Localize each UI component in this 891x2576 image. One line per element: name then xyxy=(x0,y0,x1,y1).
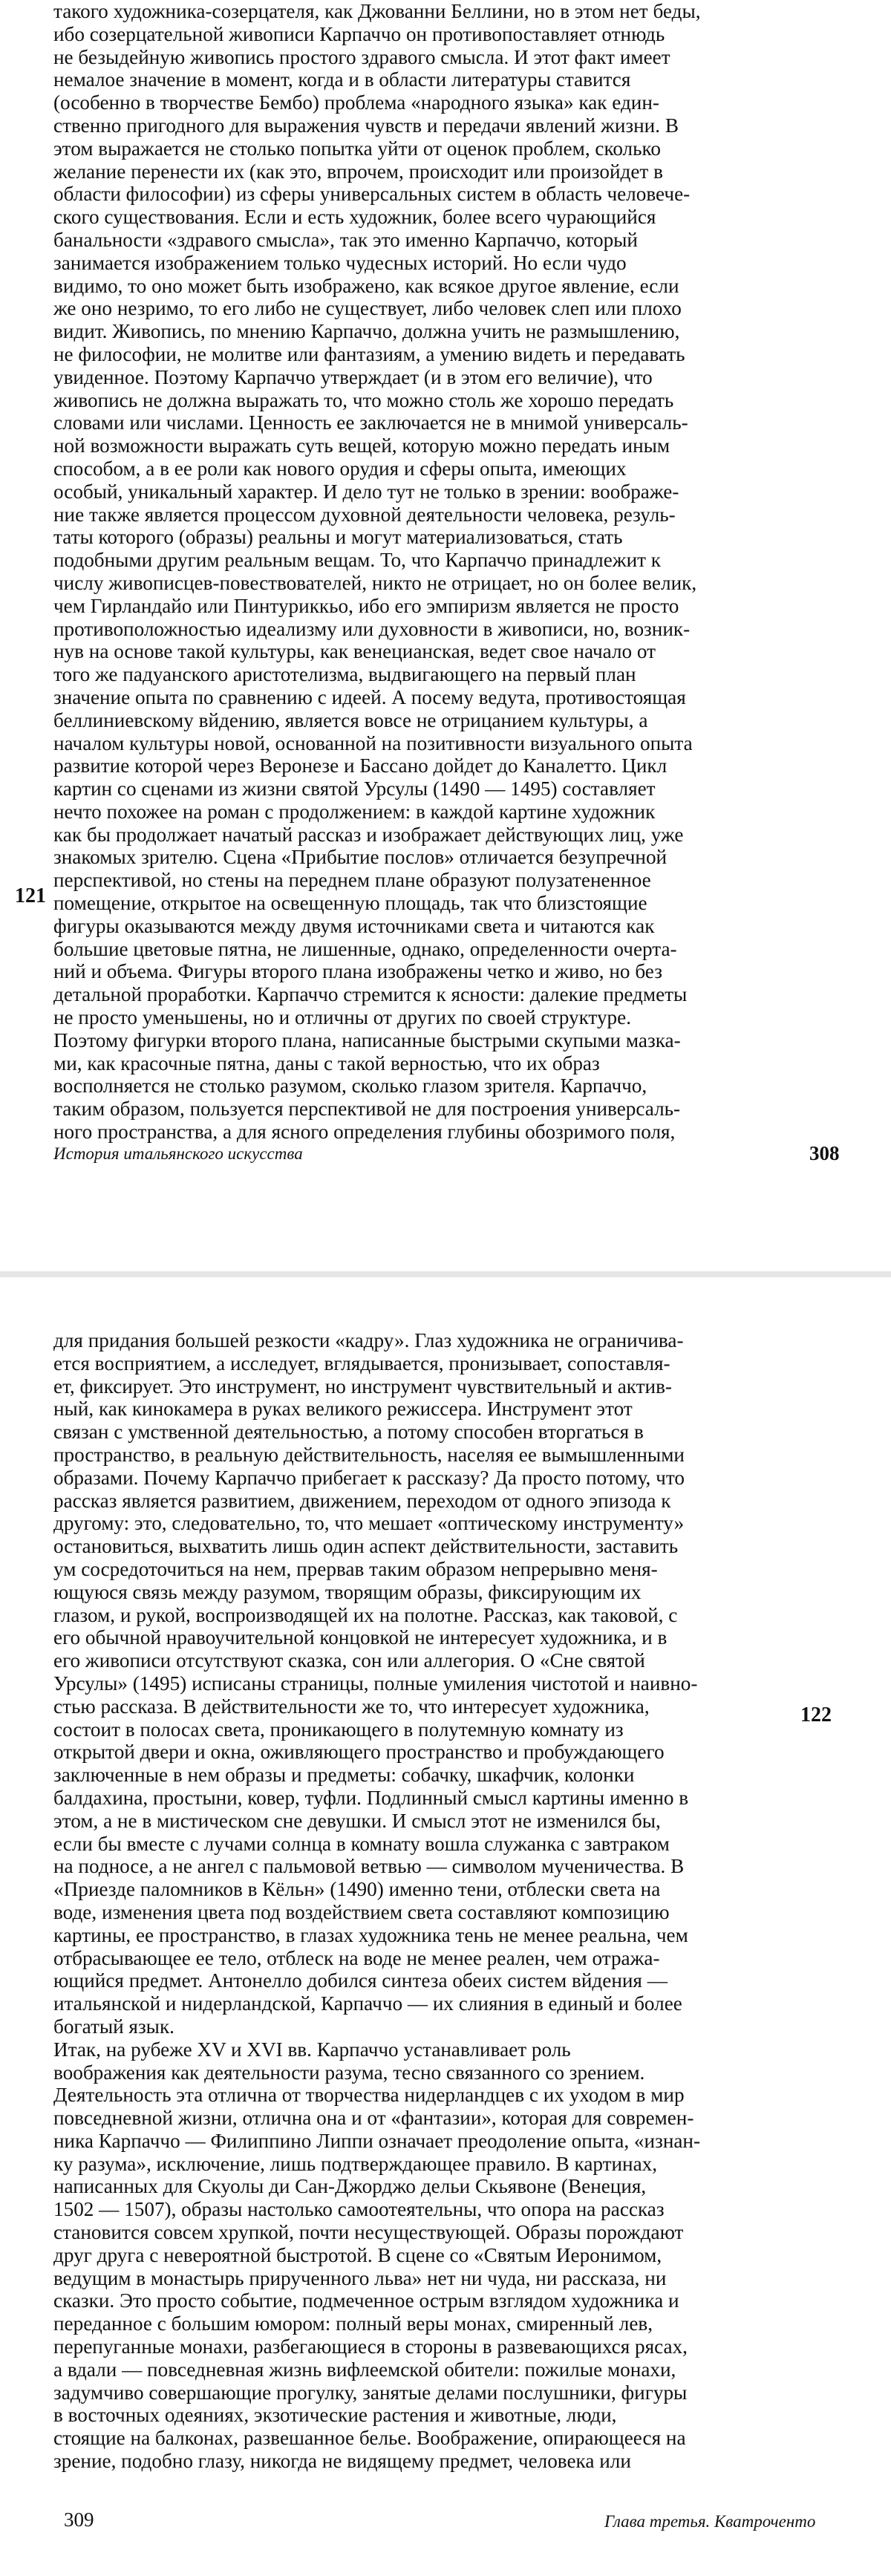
book-page-309 xyxy=(0,1277,891,2576)
page-number: 308 xyxy=(809,1142,840,1164)
running-head: История итальянского искусства xyxy=(53,1144,303,1163)
page-body-text: для придания большей резкости «кадру». Глаз художника не ограничива- ется восприятием, а исследует, вглядывается, пронизывает, сопоставля- ет, фиксирует. Это инструмент, но инструмент чувствительный и актив- ный, как кинокамера в руках великого режиссера. Инструмент этот связан с умственной деятельностью, а потому способен вторгаться в пространство, в реальную действительность, населяя ее вымышленными образами. Почему Карпаччо прибегает к рассказу? Да просто потому, что рассказ является развитием, движением, переходом от одного эпизода к другому: это, следовательно, то, что мешает «оптическому инструменту» остановиться, выхватить лишь один аспект действительности, заставить ум сосредоточиться на нем, прервав таким образом непрерывно меня- ющуюся связь между разумом, творящим образы, фиксирующим их глазом, и рукой, воспроизводящей их на полотне. Рассказ, как таковой, с его обычной нравоучительной концовкой не интересует художника, и в его живописи отсутствуют сказка, сон или аллегория. О «Сне святой Урсулы» (1495) исписаны страницы, полные умиления чистотой и наивно- стью рассказа. В действительности же то, что интересует художника, состоит в полосах света, проникающего в полутемную комнату из открытой двери и окна, оживляющего пространство и пробуждающего заключенные в нем образы и предметы: собачку, шкафчик, колонки балдахина, простыни, ковер, туфли. Подлинный смысл картины именно в этом, а не в мистическом сне девушки. И смысл этот не изменился бы, если бы вместе с лучами солнца в комнату вошла служанка с завтраком на подносе, а не ангел с пальмовой ветвью — символом мученичества. В «Приезде паломников в Кёльн» (1490) именно тени, отблески света на воде, изменения цвета под воздействием света составляют композицию картины, ее пространство, в глазах художника тень не менее реальна, чем отбрасывающее ее тело, отблеск на воде не менее реален, чем отража- ющийся предмет. Антонелло добился синтеза обеих систем вйдения — итальянской и нидерландской, Карпаччо — их слияния в единый и более богатый язык. Итак, на рубеже XV и XVI вв. Карпаччо устанавливает роль воображения как деятельности разума, тесно связанного со зрением. Деятельность эта отлична от творчества нидерландцев с их уходом в мир повседневной жизни, отлична она и от «фантазии», которая для современ- ника Карпаччо — Филиппино Липпи означает преодоление опыта, «изнан- ку разума», исключение, лишь подтверждающее правило. В картинах, написанных для Скуолы ди Сан-Джорджо дельи Скьявоне (Венеция, 1502 — 1507), образы настолько самоотеятельны, что опора на рассказ становится совсем хрупкой, почти несуществующей. Образы порождают друг друга с невероятной быстротой. В сцене со «Святым Иеронимом, ведущим в монастырь прирученного льва» нет ни чуда, ни рассказа, ни сказки. Это просто событие, подмеченное острым взглядом художника и переданное с большим юмором: полный веры монах, смиренный лев, перепуганные монахи, разбегающиеся в стороны в развевающихся рясах, а вдали — повседневная жизнь вифлеемской обители: пожилые монахи, задумчиво совершающие прогулку, занятые делами послушники, фигуры в восточных одеяниях, экзотические растения и животные, люди, стоящие на балконах, развешанное белье. Воображение, опирающееся на зрение, подобно глазу, никогда не видящему предмет, человека или xyxy=(53,1329,701,2473)
page-number: 309 xyxy=(64,2508,94,2531)
margin-note-number: 122 xyxy=(800,1703,832,1726)
margin-note-number: 121 xyxy=(15,884,46,907)
page-divider xyxy=(0,1271,891,1277)
page-body-text: такого художника-созерцателя, как Джованни Беллини, но в этом нет беды, ибо созерцательной живописи Карпаччо он противопоставляет отнюдь не безыдейную живопись простого здравого смысла. И этот факт имеет немалое значение в момент, когда и в области литературы ставится (особенно в творчестве Бембо) проблема «народного языка» как един- ственно пригодного для выражения чувств и передачи явлений жизни. В этом выражается не столько попытка уйти от оценок проблем, сколько желание перенести их (как это, впрочем, происходит или произойдет в области философии) из сферы универсальных систем в область человече- ского существования. Если и есть художник, более всего чурающийся банальности «здравого смысла», так это именно Карпаччо, который занимается изображением только чудесных историй. Но если чудо видимо, то оно может быть изображено, как всякое другое явление, если же оно незримо, то его либо не существует, либо человек слеп или плохо видит. Живопись, по мнению Карпаччо, должна учить не размышлению, не философии, не молитве или фантазиям, а умению видеть и передавать увиденное. Поэтому Карпаччо утверждает (и в этом его величие), что живопись не должна выражать то, что можно столь же хорошо передать словами или числами. Ценность ее заключается не в мнимой универсаль- ной возможности выражать суть вещей, которую можно передать иным способом, а в ее роли как нового орудия и сферы опыта, имеющих особый, уникальный характер. И дело тут не только в зрении: воображе- ние также является процессом духовной деятельности человека, резуль- таты которого (образы) реальны и могут материализоваться, стать подобными другим реальным вещам. То, что Карпаччо принадлежит к числу живописцев-повествователей, никто не отрицает, но он более велик, чем Гирландайо или Пинтуриккьо, ибо его эмпиризм является не просто противоположностью идеализму или духовности в живописи, но, возник- нув на основе такой культуры, как венецианская, ведет свое начало от того же падуанского аристотелизма, выдвигающего на первый план значение опыта по сравнению с идеей. А посему ведута, противостоящая беллиниевскому вйдению, является вовсе не отрицанием культуры, а началом культуры новой, основанной на позитивности визуального опыта развитие которой через Веронезе и Бассано дойдет до Каналетто. Цикл картин со сценами из жизни святой Урсулы (1490 — 1495) составляет нечто похожее на роман с продолжением: в каждой картине художник как бы продолжает начатый рассказ и изображает действующих лиц, уже знакомых зрителю. Сцена «Прибытие послов» отличается безупречной перспективой, но стены на переднем плане образуют полузатененное помещение, открытое на освещенную площадь, так что близстоящие фигуры оказываются между двумя источниками света и читаются как большие цветовые пятна, не лишенные, однако, определенности очерта- ний и объема. Фигуры второго плана изображены четко и живо, но без детальной проработки. Карпаччо стремится к ясности: далекие предметы не просто уменьшены, но и отличны от других по своей структуре. Поэтому фигурки второго плана, написанные быстрыми скупыми мазка- ми, как красочные пятна, даны с такой верностью, что их образ восполняется не столько разумом, сколько глазом зрителя. Карпаччо, таким образом, пользуется перспективой не для построения универсаль- ного пространства, а для ясного определения глубины обозримого поля, xyxy=(53,0,701,1144)
book-page-308 xyxy=(0,0,891,1271)
running-head: Глава третья. Кватроченто xyxy=(604,2512,816,2531)
